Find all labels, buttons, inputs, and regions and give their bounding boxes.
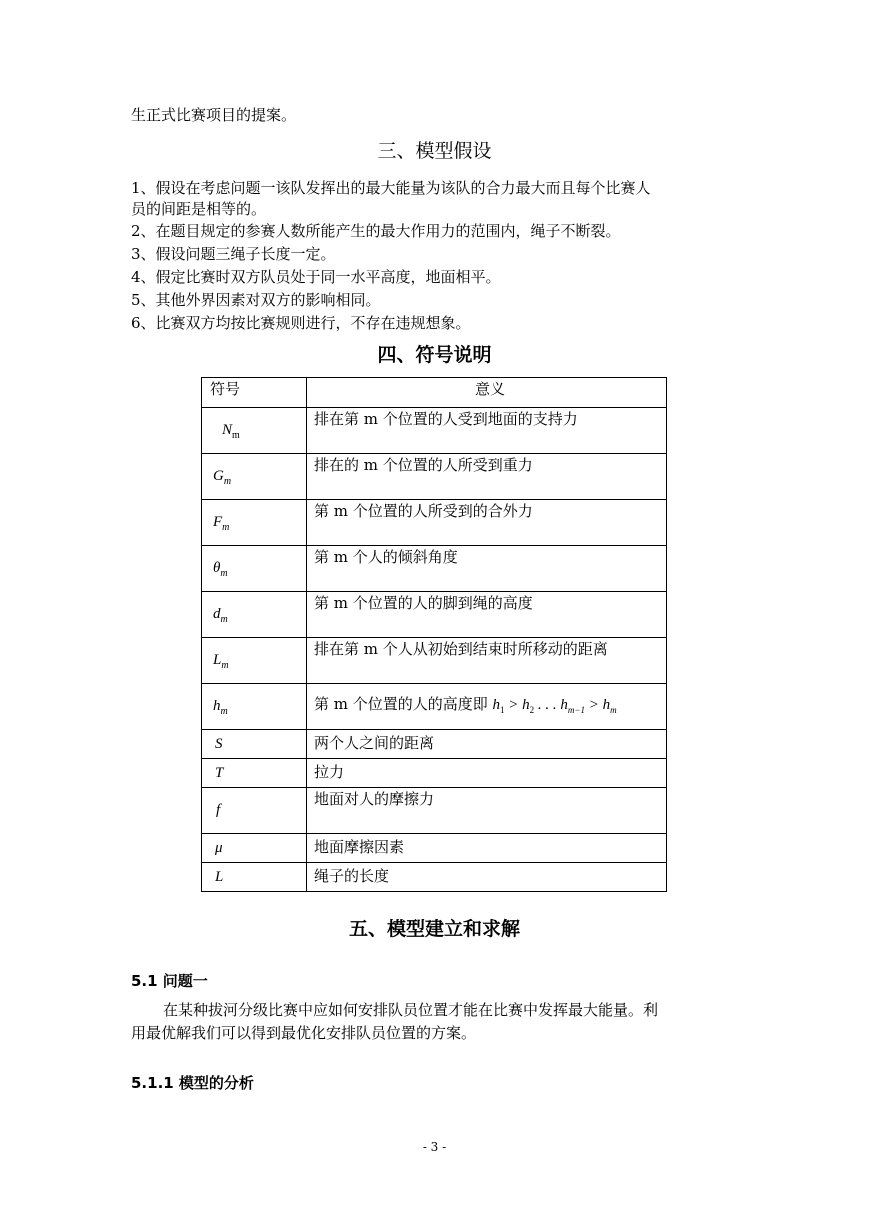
meaning-cell: 绳子的长度 bbox=[307, 863, 667, 892]
symbol-cell: $N_m$ bbox=[202, 408, 307, 454]
assumption-line-7: 6、比赛双方均按比赛规则进行，不存在违规想象。 bbox=[131, 314, 471, 332]
table-row bbox=[202, 638, 667, 684]
meaning-cell: 第 m 个位置的人的脚到绳的高度 bbox=[307, 592, 667, 638]
table-row bbox=[202, 759, 667, 788]
table-header-row bbox=[202, 378, 667, 408]
meaning-cell: 地面对人的摩擦力 bbox=[307, 788, 667, 834]
assumption-line-5: 4、假定比赛时双方队员处于同一水平高度，地面相平。 bbox=[131, 268, 501, 286]
symbol-cell: f bbox=[202, 788, 307, 834]
paragraph-line-2: 用最优解我们可以得到最优化安排队员位置的方案。 bbox=[131, 1024, 477, 1042]
symbol-cell: $h_m$ bbox=[202, 684, 307, 730]
meaning-cell: 两个人之间的距离 bbox=[307, 730, 667, 759]
header-meaning: 意义 bbox=[307, 378, 667, 408]
meaning-cell: 排在的 m 个位置的人所受到重力 bbox=[307, 454, 667, 500]
meaning-cell: 地面摩擦因素 bbox=[307, 834, 667, 863]
symbol-cell: $G_m$ bbox=[202, 454, 307, 500]
meaning-cell: 拉力 bbox=[307, 759, 667, 788]
section5-title: 五、模型建立和求解 bbox=[348, 918, 520, 940]
intro-line: 生正式比赛项目的提案。 bbox=[131, 106, 297, 124]
table-row bbox=[202, 684, 667, 730]
table-row bbox=[202, 863, 667, 892]
assumption-line-4: 3、假设问题三绳子长度一定。 bbox=[131, 245, 336, 263]
symbol-cell: $\theta_m$ bbox=[202, 546, 307, 592]
symbol-cell: $F_m$ bbox=[202, 500, 307, 546]
meaning-cell: 排在第 m 个人从初始到结束时所移动的距离 bbox=[307, 638, 667, 684]
table-row bbox=[202, 592, 667, 638]
assumption-line-3: 2、在题目规定的参赛人数所能产生的最大作用力的范围内，绳子不断裂。 bbox=[131, 222, 621, 240]
symbol-cell: $L_m$ bbox=[202, 638, 307, 684]
assumption-line-1: 1、假设在考虑问题一该队发挥出的最大能量为该队的合力最大而且每个比赛人 bbox=[131, 179, 651, 197]
section3-title: 三、模型假设 bbox=[377, 140, 492, 162]
assumption-line-2: 员的间距是相等的。 bbox=[131, 200, 267, 218]
table-row bbox=[202, 546, 667, 592]
table-row bbox=[202, 834, 667, 863]
assumption-line-6: 5、其他外界因素对双方的影响相同。 bbox=[131, 291, 381, 309]
table-row bbox=[202, 788, 667, 834]
subsection-5-1-1-title: 5.1.1 模型的分析 bbox=[131, 1074, 254, 1092]
meaning-cell: 第 m 个位置的人的高度即 $h_1 > h_2$ . . . $h_{m-1} > h_m$ bbox=[307, 684, 667, 730]
table-row bbox=[202, 454, 667, 500]
subsection-5-1-title: 5.1 问题一 bbox=[131, 972, 208, 990]
header-symbol: 符号 bbox=[202, 378, 307, 408]
table-row bbox=[202, 500, 667, 546]
symbol-cell: S bbox=[202, 730, 307, 759]
symbol-table bbox=[201, 377, 667, 892]
symbol-cell: T bbox=[202, 759, 307, 788]
meaning-cell: 第 m 个位置的人所受到的合外力 bbox=[307, 500, 667, 546]
height-order-formula: $h_1 > h_2$ . . . $h_{m-1} > h_m$ bbox=[492, 696, 617, 715]
symbol-cell: L bbox=[202, 863, 307, 892]
page-number: - 3 - bbox=[422, 1140, 447, 1154]
table-row bbox=[202, 408, 667, 454]
section4-title: 四、符号说明 bbox=[377, 344, 492, 366]
table-row bbox=[202, 730, 667, 759]
meaning-cell: 第 m 个人的倾斜角度 bbox=[307, 546, 667, 592]
paragraph-line-1: 在某种拔河分级比赛中应如何安排队员位置才能在比赛中发挥最大能量。利 bbox=[163, 1001, 659, 1019]
symbol-cell: μ bbox=[202, 834, 307, 863]
meaning-cell: 排在第 m 个位置的人受到地面的支持力 bbox=[307, 408, 667, 454]
symbol-cell: $d_m$ bbox=[202, 592, 307, 638]
